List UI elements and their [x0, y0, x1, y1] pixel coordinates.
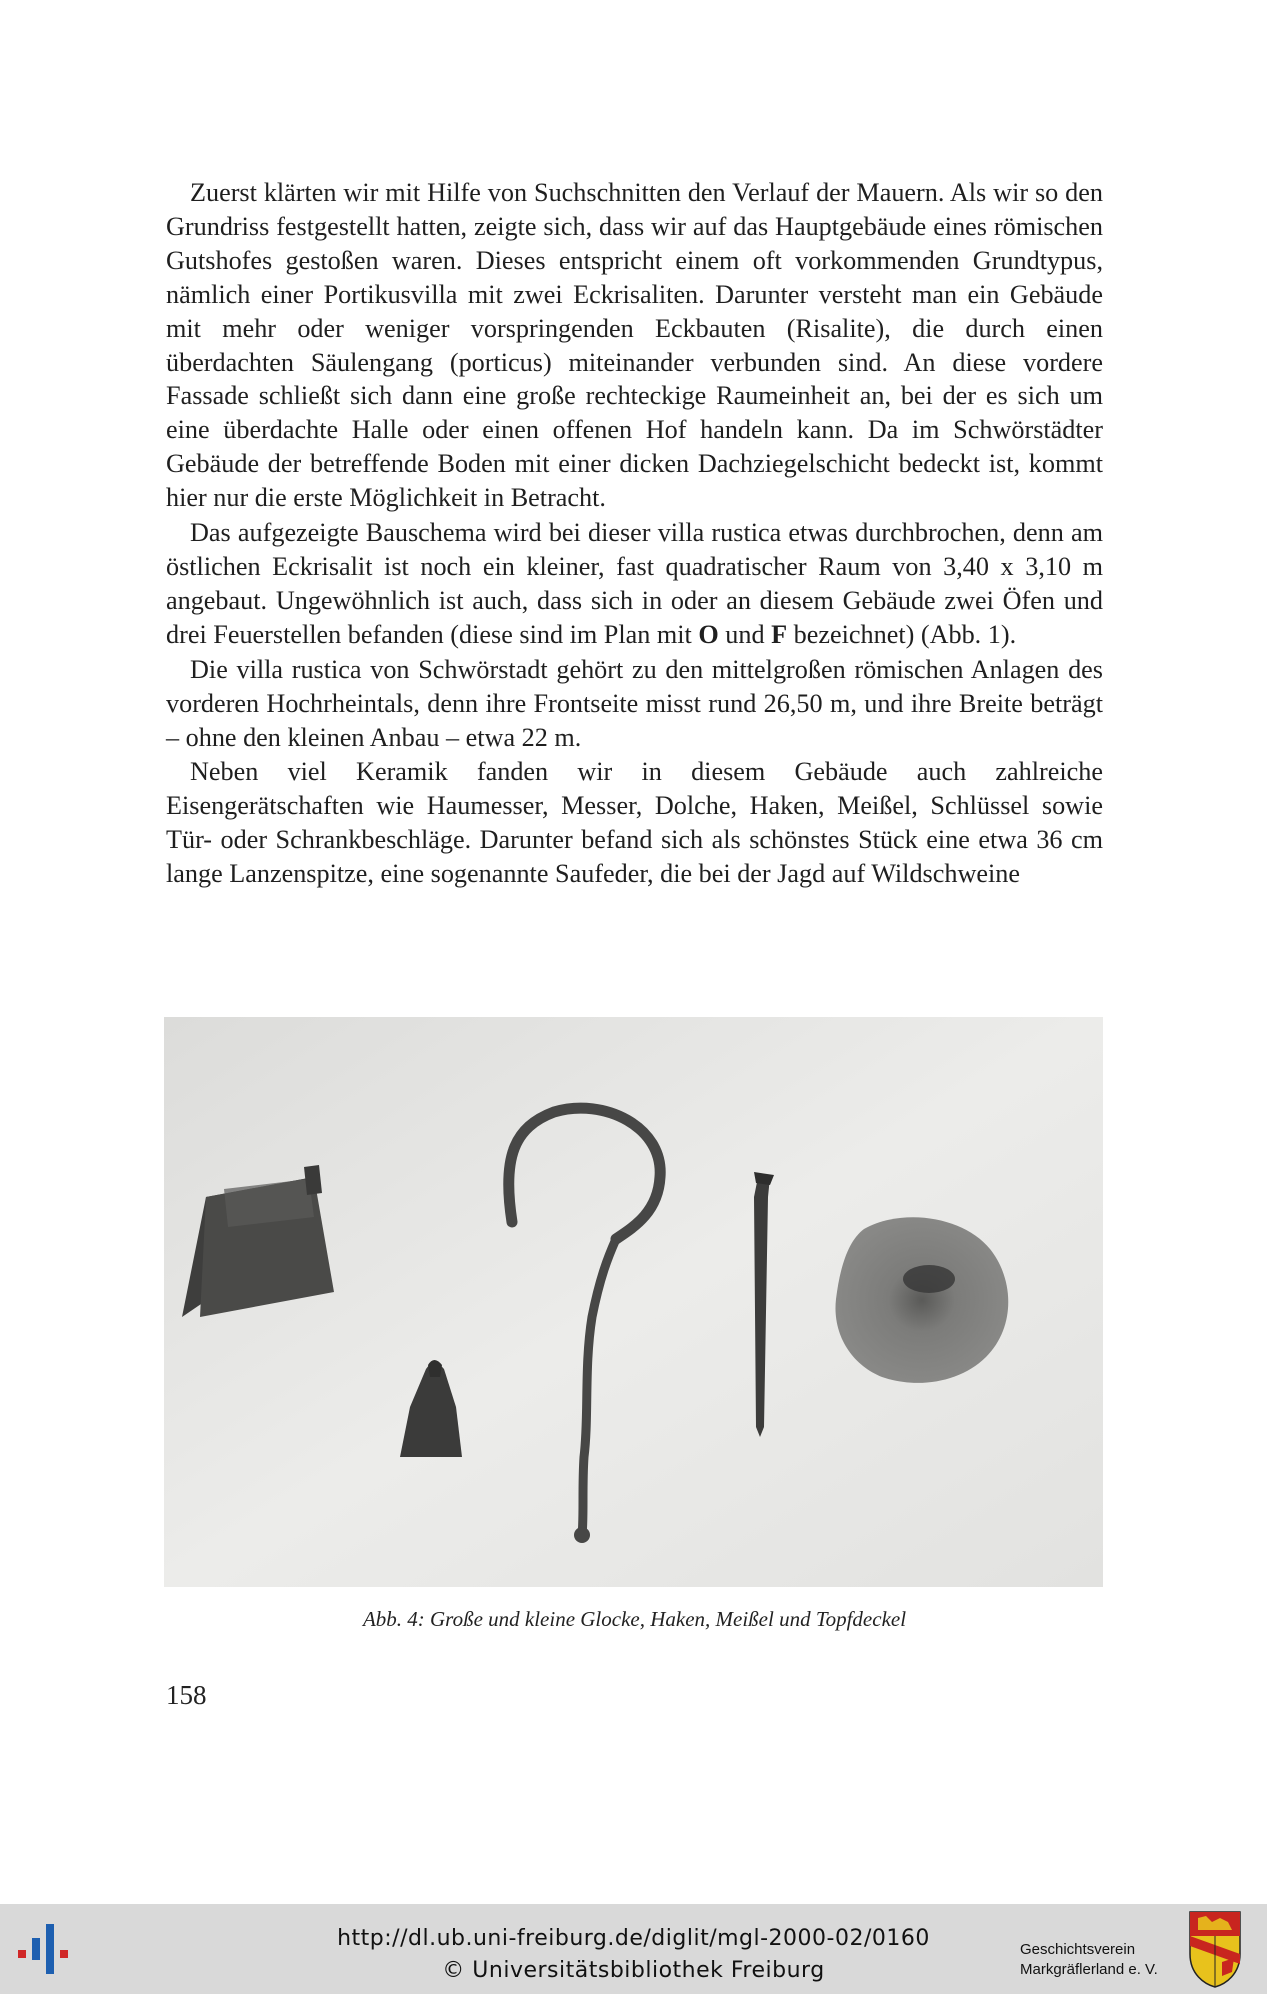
paragraph-4: Neben viel Keramik fanden wir in diesem Gebäude auch zahlreiche Eisengerätschaften wie Haumesser, Messer, Dolche, Haken, Meißel, Schlüssel sowie Tür- oder Schrankbeschläge. Darunter befand sich als schönstes Stück eine etwa 36 cm lange Lanzenspitze, eine sogenannte Saufeder, die bei der Jagd auf Wildschweine [166, 757, 1103, 889]
copyright-notice: © Universitätsbibliothek Freiburg [442, 1958, 825, 1983]
footer-bar [0, 1904, 1267, 1994]
association-name[interactable] [1020, 1940, 1158, 1980]
coat-of-arms-icon [1188, 1910, 1242, 1988]
association-line-2: Markgräflerland e. V. [1020, 1961, 1158, 1978]
artifacts-photo [164, 1017, 1103, 1587]
paragraph-2-text-a: Das aufgezeigte Bauschema wird bei dieser villa rustica etwas durchbrochen, denn am östlichen Eckrisalit ist noch ein kleiner, fast quadratischer Raum von 3,40 x 3,10 m angebaut. Ungewöhnlich ist auch, dass sich in oder an diesem Gebäude zwei Öfen und drei Feuerstellen befanden (diese sind im Plan mit [166, 518, 1103, 649]
paragraph-2-text-c: bezeichnet) (Abb. 1). [787, 619, 1017, 649]
figure-caption: Abb. 4: Große und kleine Glocke, Haken, Meißel und Topfdeckel [362, 1607, 907, 1631]
paragraph-1: Zuerst klärten wir mit Hilfe von Suchschnitten den Verlauf der Mauern. Als wir so den Grundriss festgestellt hatten, zeigte sich, dass wir auf das Hauptgebäude eines römischen Gutshofes gestoßen waren. Dieses entspricht einem oft vorkommenden Grundtypus, nämlich einer Portikusvilla mit zwei Eckrisaliten. Darunter versteht man ein Gebäude mit mehr oder weniger vorspringenden Eckbauten (Risalite), die durch einen überdachten Säulengang (porticus) miteinander verbunden sind. An diese vordere Fassade schließt sich dann eine große rechteckige Raumeinheit an, bei der es sich um eine überdachte Halle oder einen offenen Hof handeln kann. Da im Schwörstädter Gebäude der betreffende Boden mit einer dicken Dachziegelschicht bedeckt ist, kommt hier nur die erste Möglichkeit in Betracht. [166, 178, 1103, 513]
body-text [166, 176, 1103, 892]
page-number: 158 [166, 1680, 207, 1710]
paragraph-2-text-b: und [718, 619, 772, 649]
paragraph-3: Die villa rustica von Schwörstadt gehört zu den mittelgroßen römischen Anlagen des vorderen Hochrheintals, denn ihre Frontseite misst rund 26,50 m, und ihre Breite beträgt – ohne den kleinen Anbau – etwa 22 m. [166, 654, 1103, 752]
oven-symbol: O [698, 619, 719, 649]
figure-photo [164, 1017, 1103, 1587]
paragraph-2 [166, 516, 1103, 652]
fireplace-symbol: F [771, 619, 788, 649]
association-line-1: Geschichtsverein [1020, 1941, 1136, 1958]
permalink-url[interactable]: http://dl.ub.uni-freiburg.de/diglit/mgl-2000-02/0160 [337, 1926, 930, 1951]
pot-lid-object [835, 1217, 1008, 1383]
